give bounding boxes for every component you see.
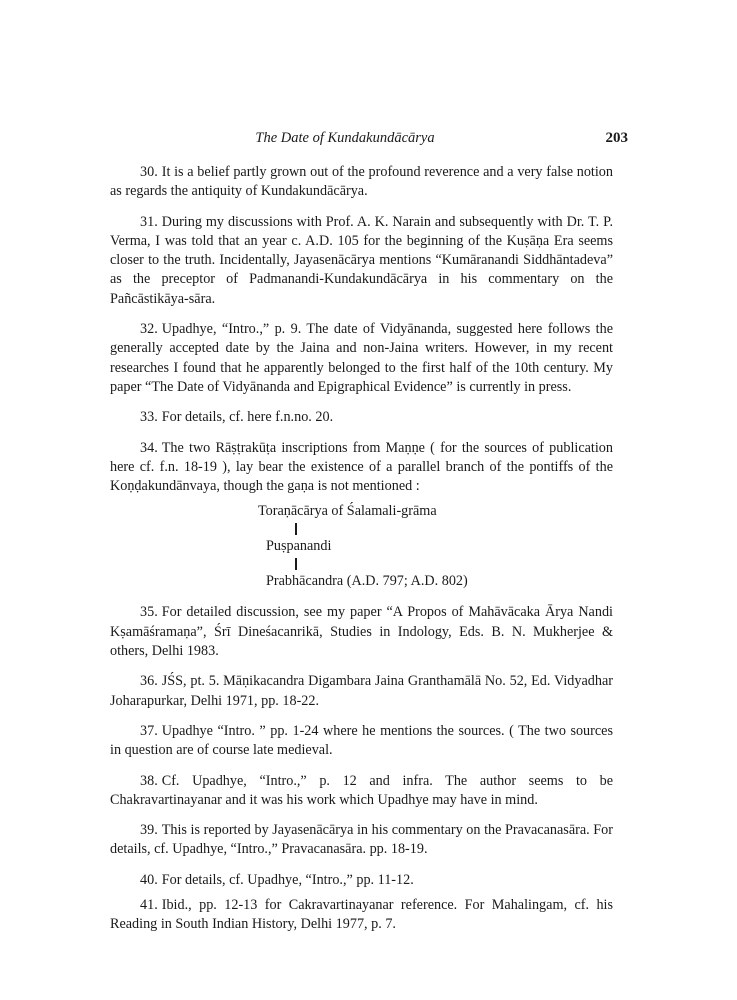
footnote-text: During my discussions with Prof. A. K. Narain and subsequently with Dr. T. P. Verma, I was told that an year c. A.D. 105 for the beginning of the Kuṣāṇa Era seems closer to the truth. Incidentally, Jayasenācārya mentions “Kumāranandi Siddhāntadeva” as the preceptor of Padmanandi-Kundakundācārya in his commentary on the Pañcāstikāya-sāra. — [110, 213, 613, 307]
running-title: The Date of Kundakundācārya — [255, 130, 435, 146]
footnote-number: 41. — [140, 897, 158, 914]
footnote-40 — [110, 871, 613, 890]
footnote-number: 34. — [140, 439, 158, 456]
lineage-stemma — [258, 502, 613, 591]
footnote-number: 39. — [140, 822, 158, 839]
stemma-node-top: Toraṇācārya of Śalamali-grāma — [258, 503, 437, 520]
footnote-text: For detailed discussion, see my paper “A Propos of Mahāvācaka Ārya Nandi Kṣamāśramaṇa”, Śrī Dineśacanrikā, Studies in Indology, Eds. B. N. Mukherjee & others, Delhi 1983. — [110, 604, 613, 660]
footnote-text: The two Rāṣṭrakūṭa inscriptions from Maṇṇe ( for the sources of publication here cf. f.n. 18-19 ), lay bear the existence of a parallel branch of the pontiffs of the Koṇḍakundānvaya, though the gaṇa is not mentioned : — [110, 439, 613, 495]
footnotes-section — [110, 163, 613, 946]
footnote-33 — [110, 408, 613, 427]
footnote-36 — [110, 672, 613, 711]
footnote-30 — [110, 163, 613, 202]
footnote-number: 36. — [140, 673, 158, 690]
footnote-text: JŚS, pt. 5. Māṇikacandra Digambara Jaina Granthamālā No. 52, Ed. Vidyadhar Joharapurkar, Delhi 1971, pp. 18-22. — [110, 673, 613, 709]
footnote-text: Upadhye, “Intro.,” p. 9. The date of Vidyānanda, suggested here follows the generally accepted date by the Jaina and non-Jaina writers. However, in my recent researches I found that he apparently belonged to the first half of the 10th century. My paper “The Date of Vidyānanda and Epigraphical Evidence” is currently in press. — [110, 321, 613, 395]
footnote-number: 40. — [140, 871, 158, 888]
stemma-node-middle: Puṣpanandi — [266, 538, 332, 555]
footnote-number: 32. — [140, 321, 158, 338]
footnote-37 — [110, 722, 613, 761]
footnote-38 — [110, 772, 613, 811]
footnote-text: It is a belief partly grown out of the profound reverence and a very false notion as regards the antiquity of Kundakundācārya. — [110, 164, 613, 200]
footnote-text: For details, cf. here f.n.no. 20. — [161, 409, 334, 426]
footnote-number: 35. — [140, 604, 158, 621]
footnote-31 — [110, 213, 613, 309]
footnote-number: 37. — [140, 722, 158, 739]
footnote-text: Cf. Upadhye, “Intro.,” p. 12 and infra. The author seems to be Chakravartinayanar and it was his work which Upadhye may have in mind. — [110, 772, 613, 808]
footnote-32 — [110, 320, 613, 397]
footnote-34 — [110, 439, 613, 497]
footnote-text: This is reported by Jayasenācārya in his commentary on the Pravacanasāra. For details, cf. Upadhye, “Intro.,” Pravacanasāra. pp. 18-19. — [110, 822, 613, 858]
footnote-39 — [110, 821, 613, 860]
footnote-41 — [110, 896, 613, 935]
footnote-number: 30. — [140, 164, 158, 180]
footnote-number: 38. — [140, 772, 158, 789]
footnote-text: Upadhye “Intro. ” pp. 1-24 where he mentions the sources. ( The two sources in question are of course late medieval. — [110, 722, 613, 759]
footnote-text: For details, cf. Upadhye, “Intro.,” pp. 11-12. — [161, 871, 414, 888]
footnote-35 — [110, 603, 613, 661]
page-number: 203 — [605, 130, 628, 146]
stemma-node-bottom: Prabhācandra (A.D. 797; A.D. 802) — [266, 573, 468, 590]
stemma-connector — [295, 558, 297, 570]
stemma-connector — [295, 523, 297, 535]
footnote-number: 33. — [140, 409, 158, 426]
footnote-number: 31. — [140, 213, 158, 230]
footnote-text: Ibid., pp. 12-13 for Cakravartinayanar reference. For Mahalingam, cf. his Reading in South Indian History, Delhi 1977, p. 7. — [110, 897, 613, 933]
running-head — [110, 130, 640, 154]
